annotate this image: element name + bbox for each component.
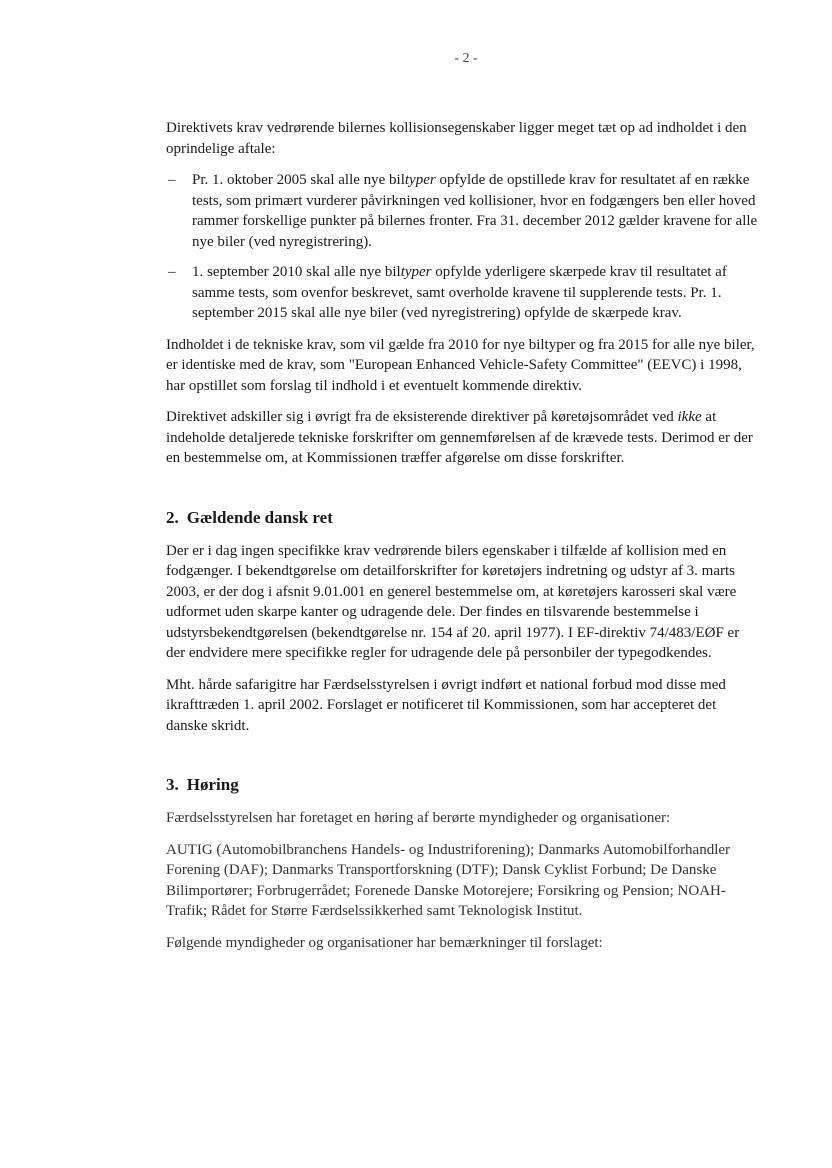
paragraph-text: at indeholde detaljerede tekniske forskrifter om gennemførelsen af de krævede tests. Derimod er der en bestemmelse om, at Kommissionen træffer afgørelse om disse forskrifter. [166,409,753,466]
list-item [166,262,758,324]
section-title: Høring [186,775,239,794]
dash-marker: – [168,172,176,188]
emphasis-text: typer [400,264,432,280]
document-body [166,118,758,964]
list-item [166,170,758,252]
dash-marker: – [168,264,176,280]
requirements-list [166,170,758,324]
section3-paragraph-3: Følgende myndigheder og organisationer har bemærkninger til forslaget: [166,934,603,951]
directive-paragraph [166,407,758,469]
section-title: Gældende dansk ret [186,507,333,527]
page-number: - 2 - [454,51,478,66]
organisations-list: AUTIG (Automobilbranchens Handels- og Industriforening); Danmarks Automobilforhandler Forening (DAF); Danmarks Transportforskning (DTF); Dansk Cyklist Forbund; De Danske Bilimportører; Forbrugerrådet; Forenede Danske Motorejere; Forsikring og Pension; NOAH-Trafik; Rådet for Større Færdselssikkerhed samt Teknologisk Institut. [166,841,731,919]
section2-paragraph-1: Der er i dag ingen specifikke krav vedrørende bilers egenskaber i tilfælde af kollision med en fodgænger. I bekendtgørelse om detailforskrifter for køretøjers indretning og udstyr af 3. marts 2003, er der dog i afsnit 9.01.001 en generel bestemmelse om, at køretøjers karosseri skal være udformet uden skarpe kanter og udragende dele. Der findes en tilsvarende bestemmelse i udstyrsbekendtgørelsen (bekendtgørelse nr. 154 af 20. april 1977). I EF-direktiv 74/483/EØF er der endvidere mere specifikke regler for udragende dele på personbiler der typegodkendes. [166,542,740,661]
intro-paragraph: Direktivets krav vedrørende bilernes kollisionsegenskaber ligger meget tæt op ad indholdet i den oprindelige aftale: [166,120,747,157]
eevc-paragraph: Indholdet i de tekniske krav, som vil gælde fra 2010 for nye biltyper og fra 2015 for alle nye biler, er identiske med de krav, som "European Enhanced Vehicle-Safety Committee" (EEVC) i 1998, har opstillet som forslag til indhold i et eventuelt kommende direktiv. [166,336,755,394]
emphasis-text: ikke [677,409,702,425]
section-number: 3. [166,775,179,794]
list-item-text: opfylde de opstillede krav for resultatet af en række tests, som primært vurderer påvirkningen ved kollisioner, hvor en fodgængers ben eller hoved rammer forskellige punkter på bilernes fronter. Fra 31. december 2012 gælder kravene for alle nye biler (ved nyregistrering). [192,172,758,250]
paragraph-text: Direktivet adskiller sig i øvrigt fra de eksisterende direktiver på køretøjsområdet ved [166,409,678,425]
list-item-text: 1. september 2010 skal alle nye bil [192,264,401,280]
emphasis-text: typer [404,172,436,188]
list-item-text: Pr. 1. oktober 2005 skal alle nye bil [192,172,405,188]
section-number: 2. [166,507,179,527]
section2-paragraph-2: Mht. hårde safarigitre har Færdselsstyrelsen i øvrigt indført et national forbud mod disse med ikrafttræden 1. april 2002. Forslaget er notificeret til Kommissionen, som har accepteret det danske skridt. [166,676,726,734]
section3-paragraph-1: Færdselsstyrelsen har foretaget en høring af berørte myndigheder og organisationer: [166,810,671,826]
list-item-text: opfylde yderligere skærpede krav til resultatet af samme tests, som ovenfor beskrevet, samt overholde kravene til supplerende tests. Pr. 1. september 2015 skal alle nye biler (ved nyregistrering) opfylde de skærpede krav. [192,264,727,321]
section-heading-gaeldende-dansk-ret [166,507,758,529]
section-heading-horing [166,774,758,796]
